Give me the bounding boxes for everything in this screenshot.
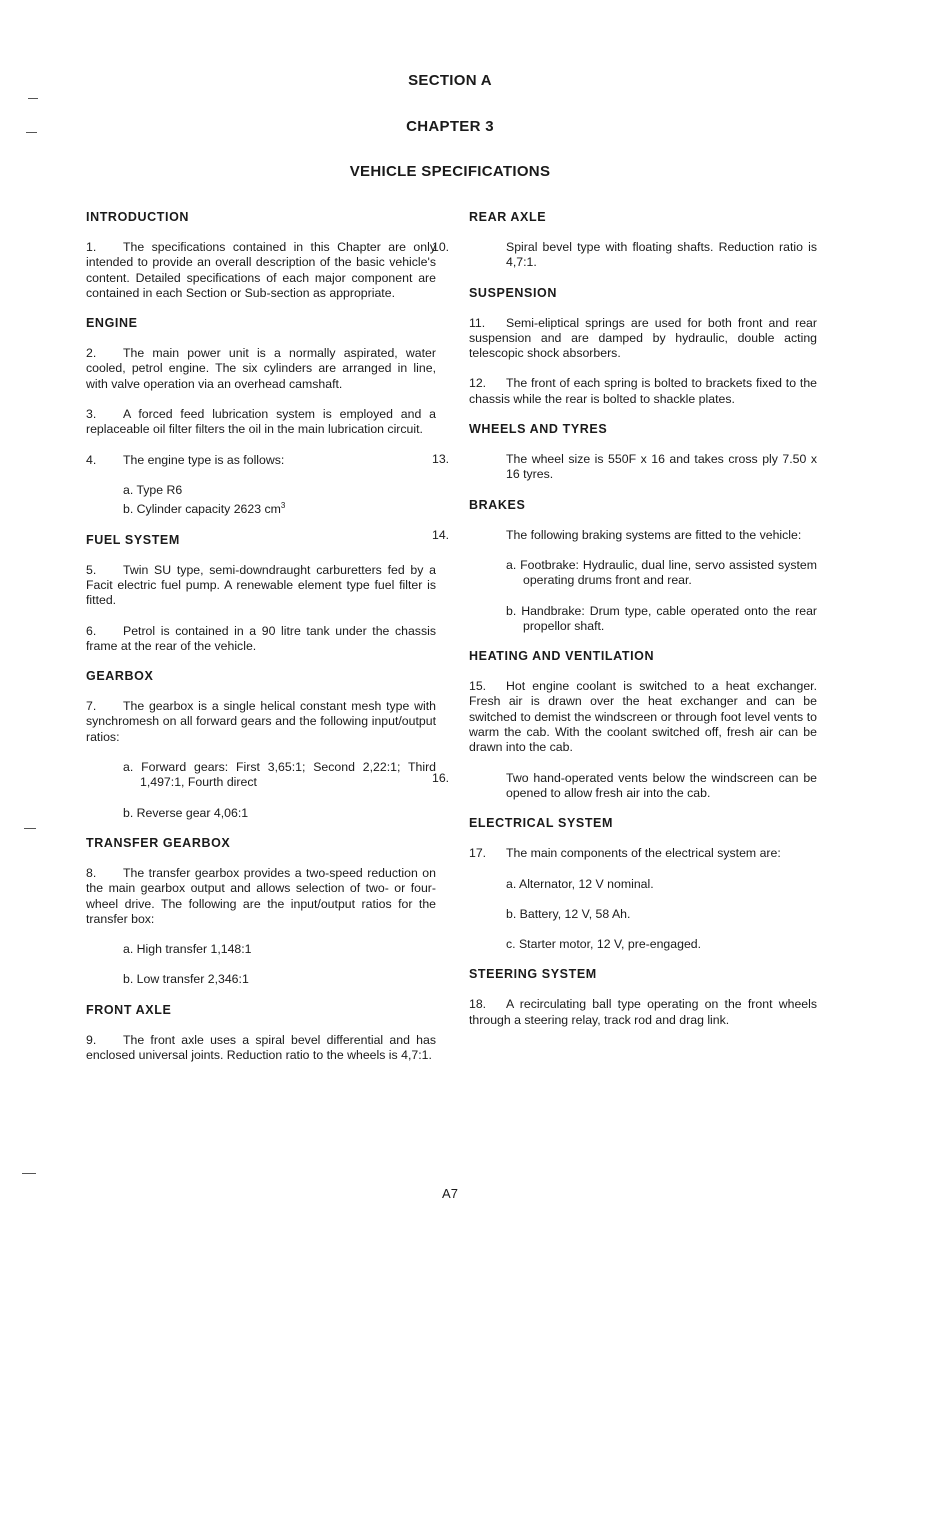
high-transfer-item: a. High transfer 1,148:1: [123, 942, 252, 957]
paragraph-16: [432, 770, 817, 802]
engine-type-item: a. Type R6: [123, 482, 183, 497]
paragraph-2: [86, 346, 436, 392]
paragraph-14: [432, 527, 817, 543]
paragraph-7: [86, 699, 436, 745]
alternator-item: a. Alternator, 12 V nominal.: [506, 876, 654, 891]
heading-gearbox: GEARBOX: [86, 669, 154, 684]
paragraph-text: A recirculating ball type operating on the front wheels through a steering relay, track rod and drag link.: [469, 997, 817, 1027]
heading-electrical-system: ELECTRICAL SYSTEM: [469, 816, 614, 831]
paragraph-text: The engine type is as follows:: [123, 452, 285, 467]
paragraph-text: The front of each spring is bolted to brackets fixed to the chassis while the rear is bolted to shackle plates.: [469, 376, 817, 406]
scan-mark: [22, 1173, 36, 1174]
paragraph-number: 18.: [469, 997, 487, 1012]
scan-mark: [28, 98, 38, 99]
reverse-gear-item: b. Reverse gear 4,06:1: [123, 805, 249, 820]
paragraph-text: Petrol is contained in a 90 litre tank under the chassis frame at the rear of the vehicle.: [86, 623, 436, 653]
paragraph-text: The main power unit is a normally aspirated, water cooled, petrol engine. The six cylinders are arranged in line, with valve operation via an overhead camshaft.: [86, 346, 436, 391]
paragraph-4: [86, 453, 436, 468]
scan-mark: [24, 828, 36, 829]
paragraph-text: Twin SU type, semi-downdraught carburetters fed by a Facit electric fuel pump. A renewable element type fuel filter is fitted.: [86, 562, 436, 608]
chapter-title: CHAPTER 3: [406, 118, 494, 135]
heading-steering-system: STEERING SYSTEM: [469, 967, 597, 982]
paragraph-text: Semi-eliptical springs are used for both front and rear suspension and are damped by hydraulic, double acting telescopic shock absorbers.: [469, 315, 817, 361]
paragraph-17: [469, 846, 817, 861]
starter-motor-item: c. Starter motor, 12 V, pre-engaged.: [506, 937, 702, 952]
paragraph-text: The gearbox is a single helical constant mesh type with synchromesh on all forward gears and the following input/output ratios:: [86, 699, 436, 744]
paragraph-number: 15.: [469, 679, 487, 694]
left-column: [86, 210, 436, 1078]
paragraph-number: 7.: [86, 699, 97, 714]
paragraph-1: [86, 240, 436, 301]
footbrake-item: a. Footbrake: Hydraulic, dual line, servo assisted system operating drums front and rear.: [506, 557, 817, 588]
paragraph-number: 16.: [432, 770, 450, 785]
paragraph-number: 11.: [469, 315, 486, 330]
paragraph-number: 8.: [86, 865, 97, 880]
heading-rear-axle: REAR AXLE: [469, 210, 547, 224]
capacity-superscript: 3: [280, 501, 286, 511]
paragraph-15: [469, 679, 817, 755]
section-title: SECTION A: [408, 72, 492, 89]
paragraph-12: [469, 376, 817, 407]
forward-gears-item: a. Forward gears: First 3,65:1; Second 2,22:1; Third 1,497:1, Fourth direct: [123, 760, 436, 790]
paragraph-text: The following braking systems are fitted to the vehicle:: [506, 527, 802, 542]
right-column: [432, 210, 817, 1043]
heading-heating-ventilation: HEATING AND VENTILATION: [469, 649, 655, 664]
page-number: A7: [442, 1186, 458, 1201]
paragraph-number: 4.: [86, 452, 97, 467]
paragraph-11: [469, 316, 817, 362]
heading-wheels-tyres: WHEELS AND TYRES: [469, 422, 608, 437]
paragraph-number: 2.: [86, 346, 97, 361]
heading-fuel-system: FUEL SYSTEM: [86, 532, 180, 547]
paragraph-number: 17.: [469, 846, 487, 861]
paragraph-number: 1.: [86, 240, 97, 254]
paragraph-3: [86, 407, 436, 438]
paragraph-13: [432, 452, 817, 483]
paragraph-18: [469, 997, 817, 1028]
paragraph-6: [86, 624, 436, 655]
heading-suspension: SUSPENSION: [469, 285, 557, 300]
paragraph-text: The transfer gearbox provides a two-speed reduction on the main gearbox output and allows selection of two- or four-wheel drive. The following are the input/output ratios for the transfer box:: [86, 865, 436, 926]
paragraph-text: Two hand-operated vents below the windscreen can be opened to allow fresh air into the cab.: [506, 770, 817, 800]
paragraph-text: Spiral bevel type with floating shafts. Reduction ratio is 4,7:1.: [506, 240, 817, 270]
paragraph-number: 10.: [432, 240, 450, 254]
paragraph-text: The front axle uses a spiral bevel differential and has enclosed universal joints. Reduction ratio to the wheels is 4,7:1.: [86, 1032, 436, 1062]
paragraph-number: 13.: [432, 452, 450, 467]
paragraph-text: The main components of the electrical system are:: [506, 846, 781, 861]
paragraph-number: 12.: [469, 376, 487, 391]
heading-transfer-gearbox: TRANSFER GEARBOX: [86, 835, 231, 850]
document-title: VEHICLE SPECIFICATIONS: [349, 163, 551, 180]
low-transfer-item: b. Low transfer 2,346:1: [123, 972, 249, 987]
heading-engine: ENGINE: [86, 316, 138, 331]
paragraph-number: 5.: [86, 562, 97, 577]
heading-front-axle: FRONT AXLE: [86, 1002, 172, 1017]
paragraph-number: 6.: [86, 623, 97, 638]
paragraph-number: 3.: [86, 407, 97, 422]
paragraph-number: 9.: [86, 1032, 97, 1047]
paragraph-9: [86, 1033, 436, 1064]
paragraph-5: [86, 563, 436, 609]
paragraph-text: Hot engine coolant is switched to a heat exchanger. Fresh air is drawn over the heat exchanger and can be switched to demist the windscreen or through foot level vents to warm the cab. With the coolant switched off, fresh air can be drawn into the cab.: [469, 679, 817, 755]
paragraph-text: A forced feed lubrication system is employed and a replaceable oil filter filters the oil in the main lubrication circuit.: [86, 407, 436, 437]
battery-item: b. Battery, 12 V, 58 Ah.: [506, 906, 631, 921]
engine-capacity-item: [123, 498, 436, 517]
paragraph-number: 14.: [432, 527, 450, 542]
paragraph-8: [86, 866, 436, 927]
capacity-text: b. Cylinder capacity 2623 cm: [123, 502, 281, 517]
heading-brakes: BRAKES: [469, 497, 526, 512]
heading-introduction: INTRODUCTION: [86, 210, 190, 224]
handbrake-item: b. Handbrake: Drum type, cable operated onto the rear propellor shaft.: [506, 603, 817, 633]
paragraph-10: [432, 240, 817, 271]
paragraph-text: The wheel size is 550F x 16 and takes cross ply 7.50 x 16 tyres.: [506, 452, 817, 482]
paragraph-text: The specifications contained in this Chapter are only intended to provide an overall description of the basic vehicle's content. Detailed specifications of each major component are contained in each Section or Sub-section as appropriate.: [86, 240, 436, 300]
